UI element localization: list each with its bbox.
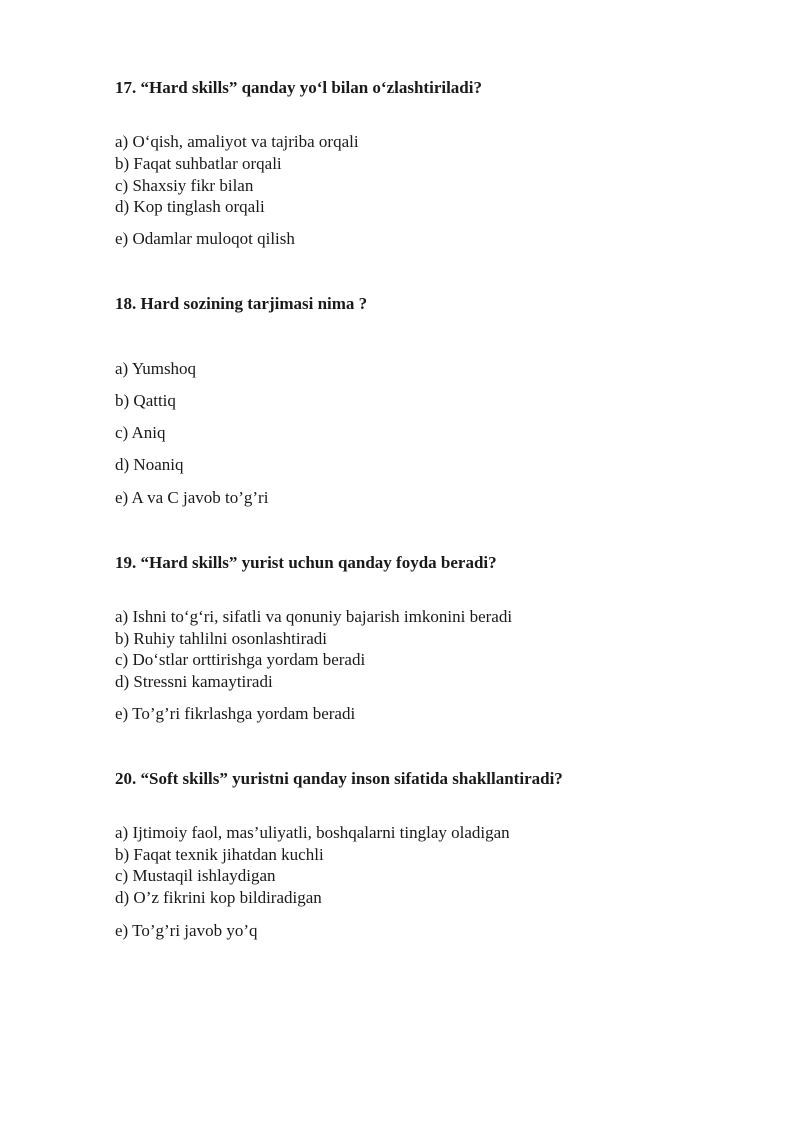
question-18-title: 18. Hard sozining tarjimasi nima ? — [115, 294, 368, 313]
question-20-option-c: c) Mustaqil ishlaydigan — [115, 866, 276, 885]
question-18-option-d: d) Noaniq — [115, 455, 184, 474]
question-18-option-e: e) A va C javob to’g’ri — [115, 488, 269, 507]
question-19-option-b: b) Ruhiy tahlilni osonlashtiradi — [115, 629, 328, 648]
question-20-title: 20. “Soft skills” yuristni qanday inson sifatida shakllantiradi? — [115, 769, 563, 788]
question-20-option-a: a) Ijtimoiy faol, mas’uliyatli, boshqalarni tinglay oladigan — [115, 823, 510, 842]
question-18-option-b: b) Qattiq — [115, 391, 176, 410]
question-19-option-d: d) Stressni kamaytiradi — [115, 672, 273, 691]
question-19-option-a: a) Ishni to‘g‘ri, sifatli va qonuniy bajarish imkonini beradi — [115, 607, 513, 626]
question-17-option-a: a) O‘qish, amaliyot va tajriba orqali — [115, 132, 359, 151]
question-20-option-e: e) To’g’ri javob yo’q — [115, 921, 258, 940]
question-18-option-a: a) Yumshoq — [115, 359, 197, 378]
question-17-option-b: b) Faqat suhbatlar orqali — [115, 154, 282, 173]
question-17-option-c: c) Shaxsiy fikr bilan — [115, 176, 254, 195]
question-17-option-d: d) Kop tinglash orqali — [115, 197, 265, 216]
question-19-option-c: c) Do‘stlar orttirishga yordam beradi — [115, 650, 366, 669]
question-18-option-c: c) Aniq — [115, 423, 166, 442]
question-19-title: 19. “Hard skills” yurist uchun qanday foyda beradi? — [115, 553, 497, 572]
question-20-option-d: d) O’z fikrini kop bildiradigan — [115, 888, 322, 907]
question-20-option-b: b) Faqat texnik jihatdan kuchli — [115, 845, 324, 864]
question-17-title: 17. “Hard skills” qanday yo‘l bilan o‘zlashtiriladi? — [115, 78, 482, 97]
question-19-option-e: e) To’g’ri fikrlashga yordam beradi — [115, 704, 356, 723]
question-17-option-e: e) Odamlar muloqot qilish — [115, 229, 295, 248]
